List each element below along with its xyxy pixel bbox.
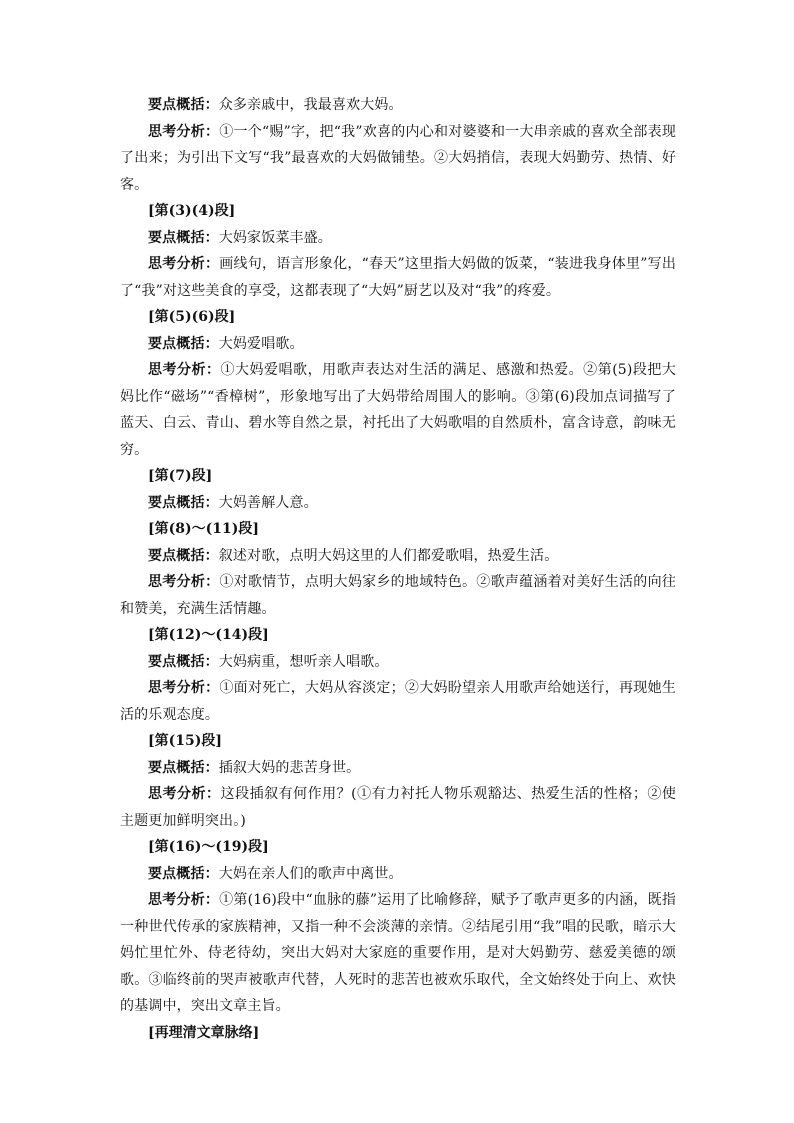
analysis-text: 画线句，语言形象化，“春天”这里指大妈做的饭菜，“装进我身体里”写出了“我”对这些美食的享受，这都表现了“大妈”厨艺以及对“我”的疼爱。	[120, 256, 676, 299]
document-page	[120, 92, 676, 1046]
summary-paragraph	[120, 225, 676, 252]
analysis-paragraph	[120, 887, 676, 1020]
summary-text: 大妈病重，想听亲人唱歌。	[218, 653, 389, 670]
summary-text: 众多亲戚中，我最喜欢大妈。	[218, 97, 403, 113]
analysis-paragraph	[120, 569, 676, 622]
section-heading: [第(3)(4)段]	[148, 203, 236, 219]
summary-paragraph	[120, 649, 676, 676]
summary-label: 要点概括：	[148, 759, 219, 776]
analysis-text: ①面对死亡，大妈从容淡定；②大妈盼望亲人用歌声给她送行，再现她生活的乐观态度。	[120, 680, 676, 723]
analysis-label: 思考分析：	[148, 574, 220, 590]
analysis-label: 思考分析：	[148, 256, 220, 272]
summary-paragraph	[120, 92, 676, 119]
analysis-paragraph	[120, 251, 676, 304]
summary-paragraph	[120, 543, 676, 570]
section-heading: [第(16)～(19)段]	[148, 839, 269, 855]
summary-label: 要点概括：	[148, 865, 219, 882]
summary-label: 要点概括：	[148, 653, 219, 670]
summary-label: 要点概括：	[148, 229, 219, 246]
analysis-paragraph	[120, 781, 676, 834]
summary-label: 要点概括：	[148, 547, 219, 564]
analysis-label: 思考分析：	[148, 362, 221, 378]
summary-label: 要点概括：	[148, 97, 219, 113]
summary-text: 大妈善解人意。	[218, 494, 318, 511]
analysis-text: 这段插叙有何作用？(①有力衬托人物乐观豁达、热爱生活的性格；②使主题更加鲜明突出。)	[120, 786, 677, 829]
analysis-paragraph	[120, 357, 676, 463]
analysis-paragraph	[120, 675, 676, 728]
summary-paragraph	[120, 490, 676, 517]
analysis-label: 思考分析：	[148, 680, 220, 696]
section-heading: [第(15)段]	[148, 733, 222, 749]
analysis-paragraph	[120, 119, 676, 199]
summary-label: 要点概括：	[148, 494, 219, 511]
analysis-label: 思考分析：	[148, 892, 220, 908]
analysis-text: ①大妈爱唱歌，用歌声表达对生活的满足、感激和热爱。②第(5)段把大妈比作“磁场”“香樟树”，形象地写出了大妈带给周围人的影响。③第(6)段加点词描写了蓝天、白云、青山、碧水等自然之景，衬托出了大妈歌唱的自然质朴，富含诗意，韵味无穷。	[120, 362, 676, 458]
section-heading: [第(5)(6)段]	[148, 309, 236, 325]
analysis-label: 思考分析：	[148, 123, 220, 140]
summary-text: 大妈在亲人们的歌声中离世。	[218, 865, 403, 882]
summary-text: 大妈家饭菜丰盛。	[218, 229, 332, 246]
analysis-text: ①对歌情节，点明大妈家乡的地域特色。②歌声蕴涵着对美好生活的向往和赞美，充满生活情趣。	[120, 574, 676, 617]
summary-label: 要点概括：	[148, 335, 219, 352]
summary-text: 插叙大妈的悲苦身世。	[218, 759, 361, 776]
summary-paragraph	[120, 755, 676, 782]
section-heading: [第(12)～(14)段]	[148, 627, 269, 643]
section-heading: [再理清文章脉络]	[148, 1024, 260, 1041]
section-heading: [第(8)～(11)段]	[148, 521, 259, 537]
summary-paragraph	[120, 331, 676, 358]
section-heading: [第(7)段]	[148, 468, 213, 484]
analysis-label: 思考分析：	[148, 786, 221, 802]
summary-text: 叙述对歌，点明大妈这里的人们都爱歌唱，热爱生活。	[218, 547, 559, 564]
analysis-text: ①第(16)段中“血脉的藤”运用了比喻修辞，赋予了歌声更多的内涵，既指一种世代传承的家族精神，又指一种不会淡薄的亲情。②结尾引用“我”唱的民歌，暗示大妈忙里忙外、侍老待幼，突出大妈对大家庭的重要作用，是对大妈勤劳、慈爱美德的颂歌。③临终前的哭声被歌声代替，人死时的悲苦也被欢乐取代，全文始终处于向上、欢快的基调中，突出文章主旨。	[120, 892, 677, 1014]
summary-text: 大妈爱唱歌。	[218, 335, 304, 352]
analysis-text: ①一个“赐”字，把“我”欢喜的内心和对婆婆和一大串亲戚的喜欢全部表现了出来；为引出下文写“我”最喜欢的大妈做铺垫。②大妈捎信，表现大妈勤劳、热情、好客。	[120, 123, 676, 193]
summary-paragraph	[120, 861, 676, 888]
